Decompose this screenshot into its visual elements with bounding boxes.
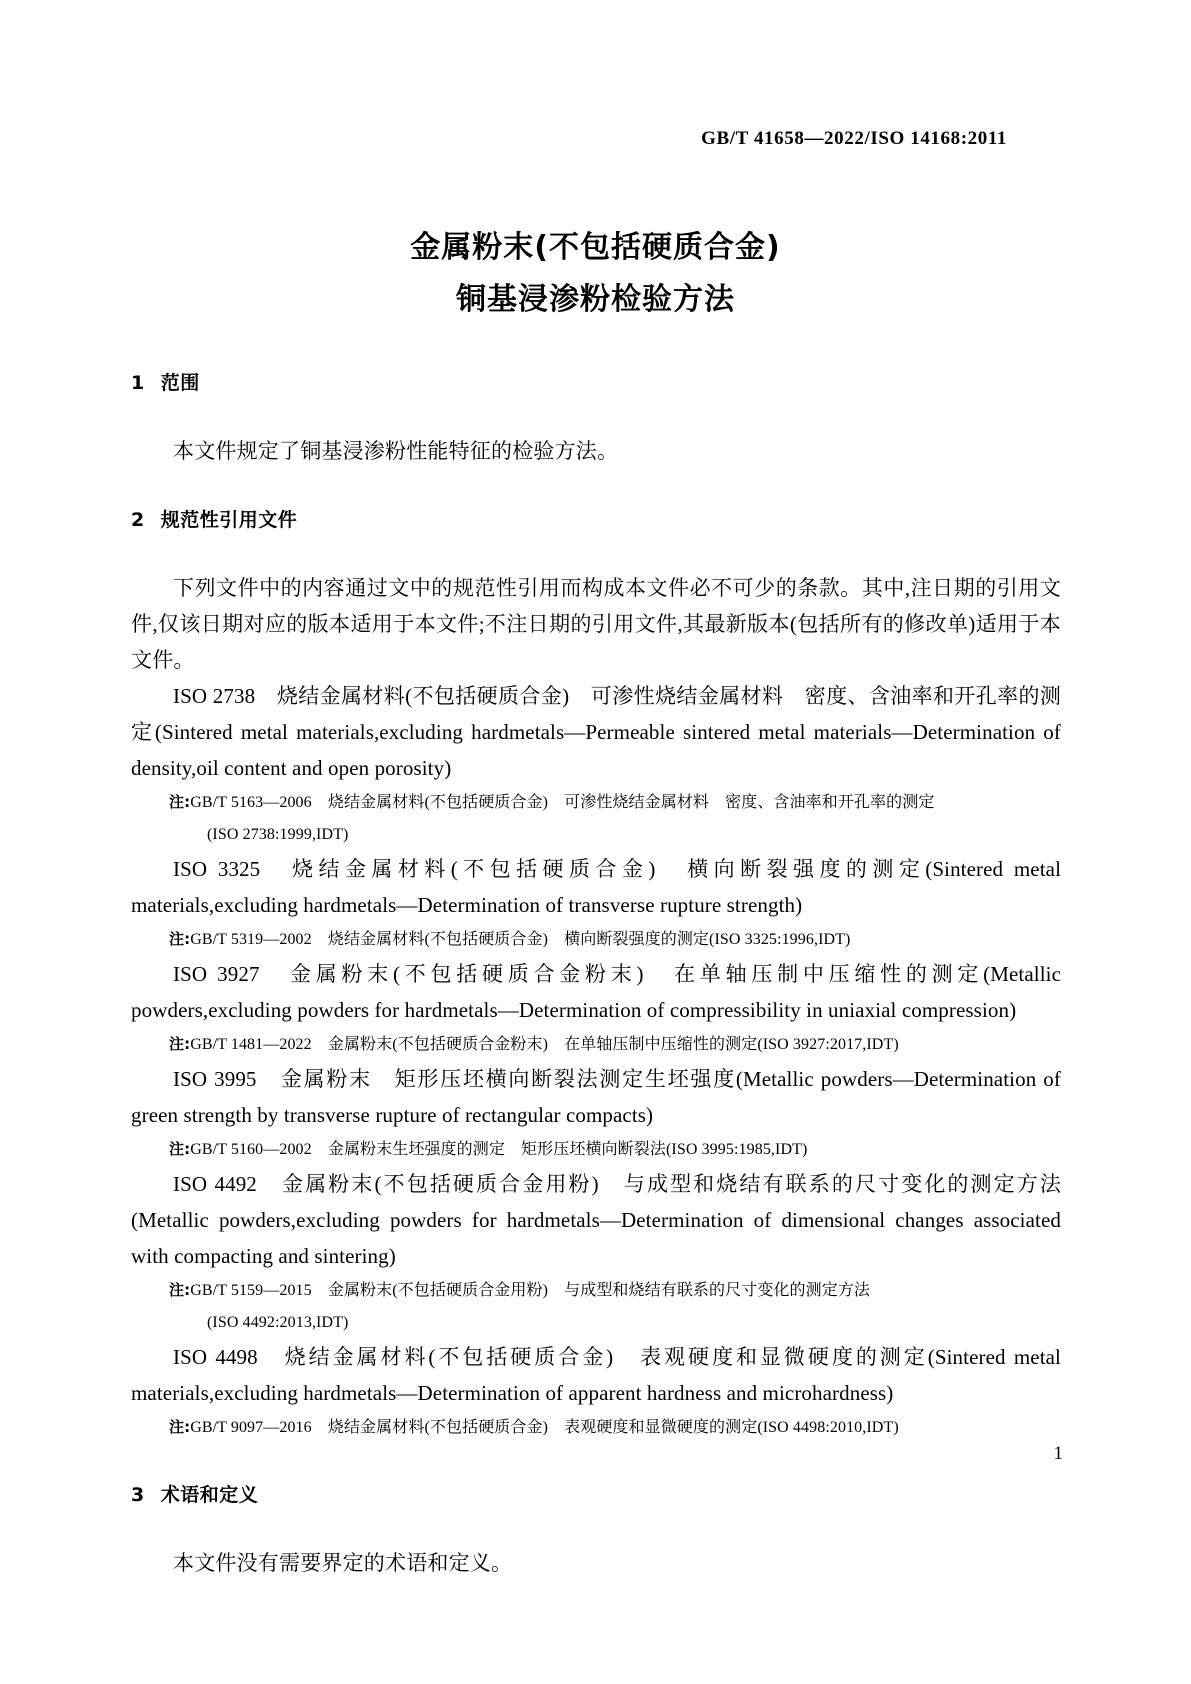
section-heading-1: [131, 368, 1061, 395]
section-title-2: 规范性引用文件: [160, 509, 298, 531]
spacer: [131, 395, 1061, 433]
note-text: GB/T 5159—2015 金属粉末(不包括硬质合金用粉) 与成型和烧结有联系的尺寸变化的测定方法: [190, 1282, 871, 1299]
section-3-paragraph: 本文件没有需要界定的术语和定义。: [173, 1551, 513, 1575]
spacer: [131, 532, 1061, 570]
spacer: [131, 1507, 1061, 1545]
note-label: 注:: [169, 793, 191, 811]
section-title-1: 范围: [160, 372, 200, 394]
document-body: [131, 368, 1061, 1581]
note-text: GB/T 5160—2002 金属粉末生坯强度的测定 矩形压坯横向断裂法(ISO 3995:1985,IDT): [190, 1141, 808, 1158]
note-label: 注:: [169, 1035, 191, 1053]
reference-entry: ISO 2738 烧结金属材料(不包括硬质合金) 可渗性烧结金属材料 密度、含油率和开孔率的测定(Sintered metal materials,excluding hardmetals—Permeable sintered metal materials—Determination of density,oil content and open porosity): [131, 684, 1061, 780]
note-text: GB/T 9097—2016 烧结金属材料(不包括硬质合金) 表观硬度和显微硬度的测定(ISO 4498:2010,IDT): [190, 1419, 899, 1436]
section-heading-2: [131, 505, 1061, 532]
reference-note-continued: (ISO 4492:2013,IDT): [207, 1314, 349, 1331]
reference-note: [131, 1274, 1061, 1307]
reference-entry: ISO 4498 烧结金属材料(不包括硬质合金) 表观硬度和显微硬度的测定(Sintered metal materials,excluding hardmetals—Determination of apparent hardness and microhardness): [131, 1345, 1061, 1405]
reference-entry: ISO 4492 金属粉末(不包括硬质合金用粉) 与成型和烧结有联系的尺寸变化的测定方法(Metallic powders,excluding powders for hardmetals—Determination of dimensional changes associated with compacting and sintering): [131, 1172, 1061, 1268]
note-label: 注:: [169, 1418, 191, 1436]
reference-note: [131, 1133, 1061, 1166]
reference-entry: ISO 3995 金属粉末 矩形压坯横向断裂法测定生坯强度(Metallic powders—Determination of green strength by transverse rupture of rectangular compacts): [131, 1067, 1061, 1127]
note-label: 注:: [169, 930, 191, 948]
section-heading-3: [131, 1480, 1061, 1507]
note-label: 注:: [169, 1281, 191, 1299]
section-number-2: 2: [131, 509, 145, 531]
title-line-2: 铜基浸渗粉检验方法: [456, 282, 735, 317]
reference-note: [131, 1028, 1061, 1061]
reference-note-continued: (ISO 2738:1999,IDT): [207, 826, 349, 843]
spacer: [131, 469, 1061, 505]
section-1-paragraph: 本文件规定了铜基浸渗粉性能特征的检验方法。: [173, 439, 619, 463]
section-number-3: 3: [131, 1484, 145, 1506]
note-text: GB/T 1481—2022 金属粉末(不包括硬质合金粉末) 在单轴压制中压缩性的测定(ISO 3927:2017,IDT): [190, 1036, 899, 1053]
title-line-1: 金属粉末(不包括硬质合金): [410, 230, 781, 265]
page-number: 1: [1053, 1443, 1063, 1464]
page-title: [0, 222, 1191, 326]
reference-note: [131, 786, 1061, 819]
section-number-1: 1: [131, 372, 145, 394]
note-label: 注:: [169, 1140, 191, 1158]
section-title-3: 术语和定义: [160, 1484, 259, 1506]
reference-entry: ISO 3325 烧结金属材料(不包括硬质合金) 横向断裂强度的测定(Sintered metal materials,excluding hardmetals—Determination of transverse rupture strength): [131, 857, 1061, 917]
note-text: GB/T 5163—2006 烧结金属材料(不包括硬质合金) 可渗性烧结金属材料 密度、含油率和开孔率的测定: [190, 794, 935, 811]
reference-note: [131, 923, 1061, 956]
section-2-paragraph: 下列文件中的内容通过文中的规范性引用而构成本文件必不可少的条款。其中,注日期的引用文件,仅该日期对应的版本适用于本文件;不注日期的引用文件,其最新版本(包括所有的修改单)适用于本文件。: [131, 576, 1061, 672]
running-header: GB/T 41658—2022/ISO 14168:2011: [701, 128, 1007, 149]
reference-note: [131, 1411, 1061, 1444]
reference-entry: ISO 3927 金属粉末(不包括硬质合金粉末) 在单轴压制中压缩性的测定(Metallic powders,excluding powders for hardmetals—Determination of compressibility in uniaxial compression): [131, 962, 1061, 1022]
note-text: GB/T 5319—2002 烧结金属材料(不包括硬质合金) 横向断裂强度的测定(ISO 3325:1996,IDT): [190, 931, 851, 948]
